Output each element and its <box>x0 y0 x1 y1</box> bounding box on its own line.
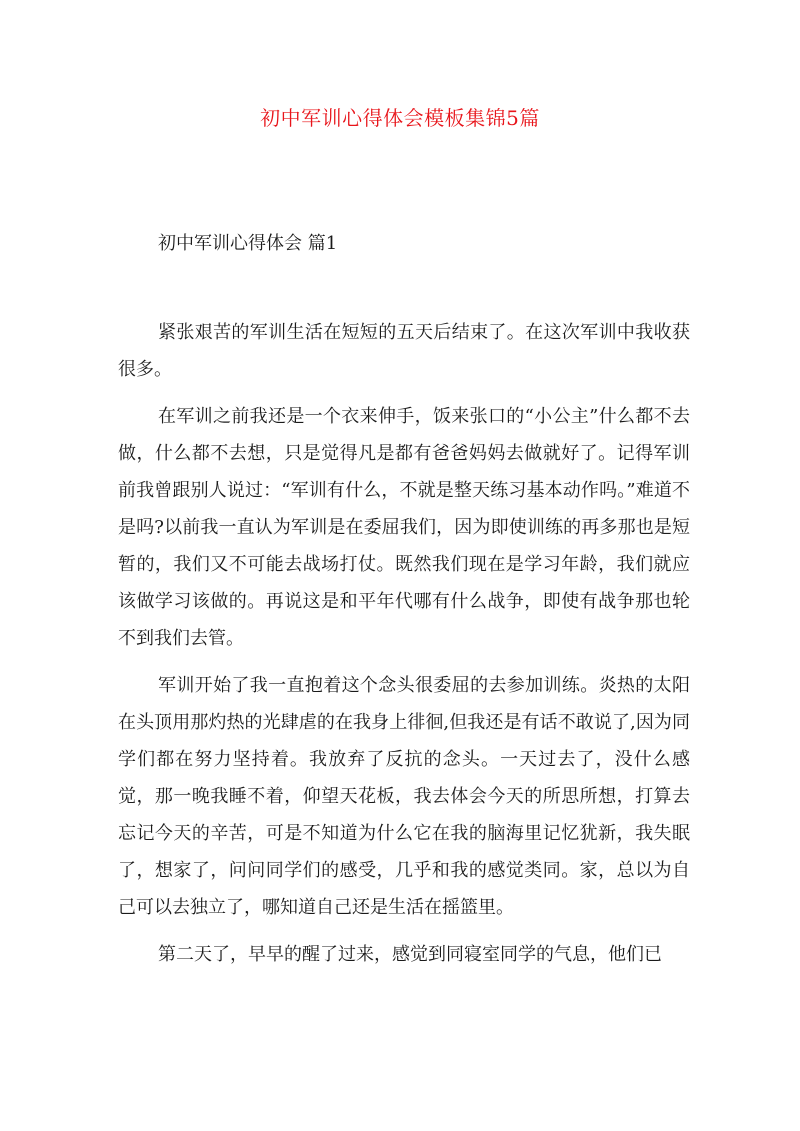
paragraph: 第二天了，早早的醒了过来，感觉到同寝室同学的气息，他们已 <box>158 944 662 965</box>
paragraph: 紧张艰苦的军训生活在短短的五天后结束了。在这次军训中我收获很多。 <box>118 322 690 380</box>
paragraph: 军训开始了我一直抱着这个念头很委屈的去参加训练。炎热的太阳在头顶用那灼热的光肆虐的在我身上徘徊,但我还是有话不敢说了,因为同学们都在努力坚持着。我放弃了反抗的念头。一天过去了，没什么感觉，那一晚我睡不着，仰望天花板，我去体会今天的所思所想，打算去忘记今天的辛苦，可是不知道为什么它在我的脑海里记忆犹新，我失眠了，想家了，问问同学们的感受，几乎和我的感觉类同。家，总以为自己可以去独立了，哪知道自己还是生活在摇篮里。 <box>118 675 690 918</box>
document-body <box>118 314 690 983</box>
paragraph: 在军训之前我还是一个衣来伸手，饭来张口的“小公主”什么都不去做，什么都不去想，只是觉得凡是都有爸爸妈妈去做就好了。记得军训前我曾跟别人说过：“军训有什么，不就是整天练习基本动作吗。”难道不是吗?以前我一直认为军训是在委屈我们，因为即使训练的再多那也是短暂的，我们又不可能去战场打仗。既然我们现在是学习年龄，我们就应该做学习该做的。再说这是和平年代哪有什么战争，即使有战争那也轮不到我们去管。 <box>118 406 690 649</box>
document-title: 初中军训心得体会模板集锦5篇 <box>260 106 540 130</box>
section-heading: 初中军训心得体会 篇1 <box>158 233 338 254</box>
